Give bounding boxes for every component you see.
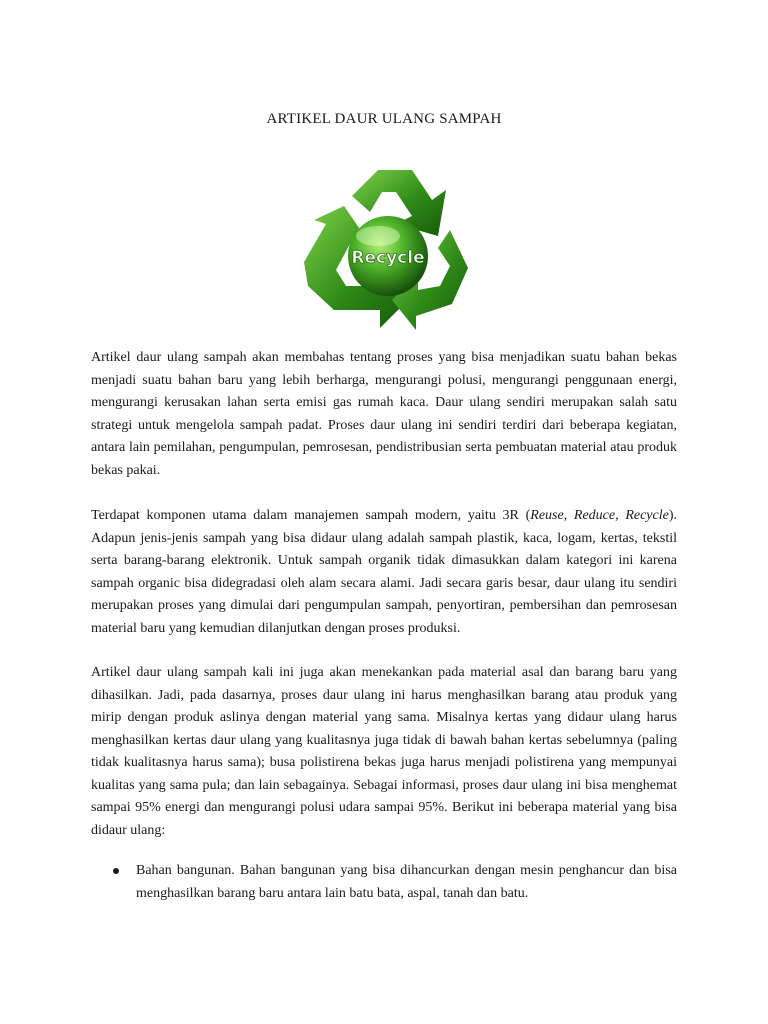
recycle-icon xyxy=(300,166,470,332)
list-item xyxy=(91,860,677,905)
paragraph-1: Artikel daur ulang sampah akan membahas tentang proses yang bisa menjadikan suatu bahan bekas menjadi suatu bahan baru yang lebih berharga, mengurangi polusi, mengurangi penggunaan energi, mengurangi kerusakan lahan serta emisi gas rumah kaca. Daur ulang sendiri merupakan salah satu strategi untuk mengelola sampah padat. Proses daur ulang ini sendiri terdiri dari beberapa kegiatan, antara lain pemilahan, pengumpulan, pemrosesan, pendistribusian serta pembuatan material atau produk bekas pakai. xyxy=(91,350,677,478)
article-body xyxy=(91,347,677,905)
document-title: ARTIKEL DAUR ULANG SAMPAH xyxy=(266,111,502,127)
recycle-logo xyxy=(300,166,470,332)
paragraph-2-end: ). Adapun jenis-jenis sampah yang bisa didaur ulang adalah sampah plastik, kaca, logam, kertas, tekstil serta barang-barang elektronik. Untuk sampah organik tidak dimasukkan dalam kategori ini karena sampah organic bisa didegradasi oleh alam secara alami. Jadi secara garis besar, daur ulang itu sendiri merupakan proses yang dimulai dari pengumpulan sampah, penyortiran, pembersihan dan pemrosesan material baru yang kemudian dilanjutkan dengan proses produksi. xyxy=(91,508,677,636)
logo-label: Recycle xyxy=(351,248,425,268)
paragraph-3: Artikel daur ulang sampah kali ini juga akan menekankan pada material asal dan barang baru yang dihasilkan. Jadi, pada dasarnya, proses daur ulang ini harus menghasilkan barang atau produk yang mirip dengan produk aslinya dengan material yang sama. Misalnya kertas yang didaur ulang harus menghasilkan kertas daur ulang yang kualitasnya juga tidak di bawah bahan kertas sebelumnya (paling tidak kualitasnya harus sama); busa polistirena bekas juga harus menjadi polistirena yang mempunyai kualitas yang sama pula; dan lain sebagainya. Sebagai informasi, proses daur ulang ini bisa menghemat sampai 95% energi dan mengurangi polusi udara sampai 95%. Berikut ini beberapa material yang bisa didaur ulang: xyxy=(91,665,677,838)
material-list xyxy=(91,860,677,905)
paragraph-2 xyxy=(91,505,677,640)
paragraph-2-italic: Reuse, Reduce, Recycle xyxy=(530,508,669,523)
bullet-icon xyxy=(113,868,119,874)
list-item-text: Bahan bangunan. Bahan bangunan yang bisa dihancurkan dengan mesin penghancur dan bisa menghasilkan barang baru antara lain batu bata, aspal, tanah dan batu. xyxy=(136,863,677,901)
paragraph-2-start: Terdapat komponen utama dalam manajemen sampah modern, yaitu 3R ( xyxy=(91,508,531,523)
